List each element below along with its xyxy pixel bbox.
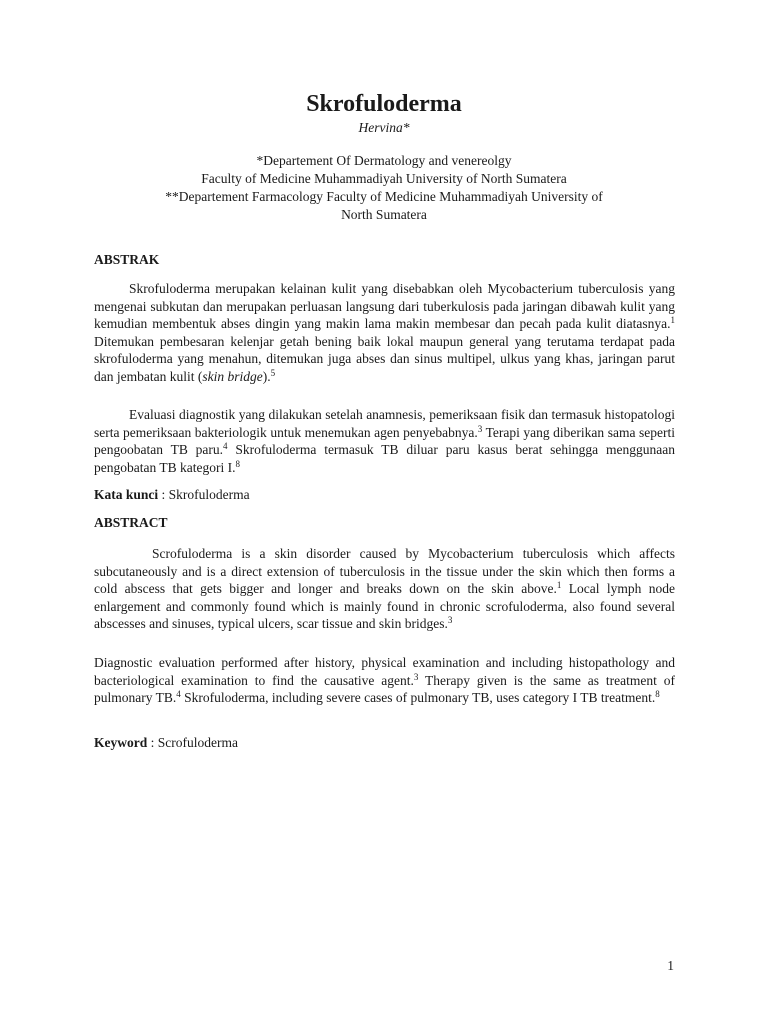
keyword-value: : Skrofuloderma: [158, 487, 250, 502]
citation-ref: 5: [270, 367, 276, 378]
abstrak-text: Evaluasi diagnostik yang dilakukan setelah anamnesis, pemeriksaan fisik dan termasuk histopatologi serta pemeriksaan bakteriologik untuk menemukan agen penyebabnya.: [94, 407, 675, 440]
abstrak-text: Skrofuloderma termasuk TB diluar paru kasus berat sehingga menggunaan pengobatan TB kategori I.: [94, 442, 675, 475]
citation-ref: 8: [235, 458, 240, 469]
abstract-text: Diagnostic evaluation performed after history, physical examination and including histopathology and bacteriological examination to find the causative agent.: [94, 655, 675, 688]
abstract-keyword-line: [94, 734, 675, 752]
abstrak-text: Ditemukan pembesaran kelenjar getah bening baik lokal maupun general yang terutama terdapat pada skrofuloderma yang menahun, ditemukan juga abses dan sinus multipel, ulkus yang khas, jaringan parut dan jembatan kulit (: [94, 333, 675, 384]
abstract-paragraph-2: [94, 654, 675, 707]
citation-ref: 3: [447, 615, 453, 625]
citation-ref: 1: [670, 315, 675, 325]
abstract-heading: ABSTRACT: [94, 515, 168, 530]
author-name: Hervina*: [358, 120, 410, 135]
citation-ref: 4: [223, 441, 228, 451]
affiliation-block: [0, 152, 768, 224]
citation-ref: 3: [477, 423, 483, 434]
abstrak-text: ).: [262, 368, 271, 384]
abstract-section: [94, 514, 675, 531]
page-number: 1: [667, 958, 674, 973]
abstrak-paragraph-1: [94, 280, 675, 385]
abstrak-heading: ABSTRAK: [94, 252, 160, 267]
citation-ref: 1: [556, 580, 562, 590]
abstract-text: Therapy given is the same as treatment of pulmonary TB.: [94, 672, 675, 705]
abstrak-section: [94, 251, 675, 268]
abstract-text: Local lymph node enlargement and commonly found which is mainly found in chronic scrofuloderma, also found several abscesses and sinuses, typical ulcers, scar tissue and skin bridges.: [94, 581, 675, 631]
keyword-value: : Scrofuloderma: [147, 735, 238, 750]
citation-ref: 3: [413, 671, 419, 682]
paper-title: Skrofuloderma: [306, 91, 462, 117]
affiliation-line: *Departement Of Dermatology and venereolgy: [256, 153, 512, 168]
keyword-label: Keyword: [94, 735, 148, 750]
abstrak-paragraph-2: [94, 406, 675, 476]
keyword-label: Kata kunci: [94, 487, 159, 502]
abstract-text: Skrofuloderma, including severe cases of pulmonary TB, uses category I TB treatment.: [180, 690, 656, 705]
affiliation-line: **Departement Farmacology Faculty of Medicine Muhammadiyah University of: [165, 189, 603, 204]
affiliation-line: Faculty of Medicine Muhammadiyah University of North Sumatera: [201, 171, 567, 186]
abstract-paragraph-1: [94, 545, 675, 633]
abstract-text: Scrofuloderma is a skin disorder caused by Mycobacterium tuberculosis which affects subcutaneously and is a direct extension of tuberculosis in the tissue under the skin which then forms a cold abscess that gets bigger and longer and breaks down on the skin above.: [94, 546, 675, 596]
citation-ref: 8: [655, 689, 660, 699]
abstrak-text: Skrofuloderma merupakan kelainan kulit yang disebabkan oleh Mycobacterium tuberculosis yang mengenai subkutan dan merupakan perluasan langsung dari tuberkulosis pada jaringan dibawah kulit yang kemudian membentuk abses dingin yang makin lama makin membesar dan pecah pada kulit diatasnya.: [94, 281, 675, 331]
abstrak-keyword-line: [94, 486, 675, 504]
citation-ref: 4: [176, 689, 181, 699]
abstrak-italic-term: skin bridge: [202, 368, 263, 384]
affiliation-line: North Sumatera: [341, 207, 427, 222]
abstrak-text: Terapi yang diberikan sama seperti pengoobatan TB paru.: [94, 424, 675, 457]
